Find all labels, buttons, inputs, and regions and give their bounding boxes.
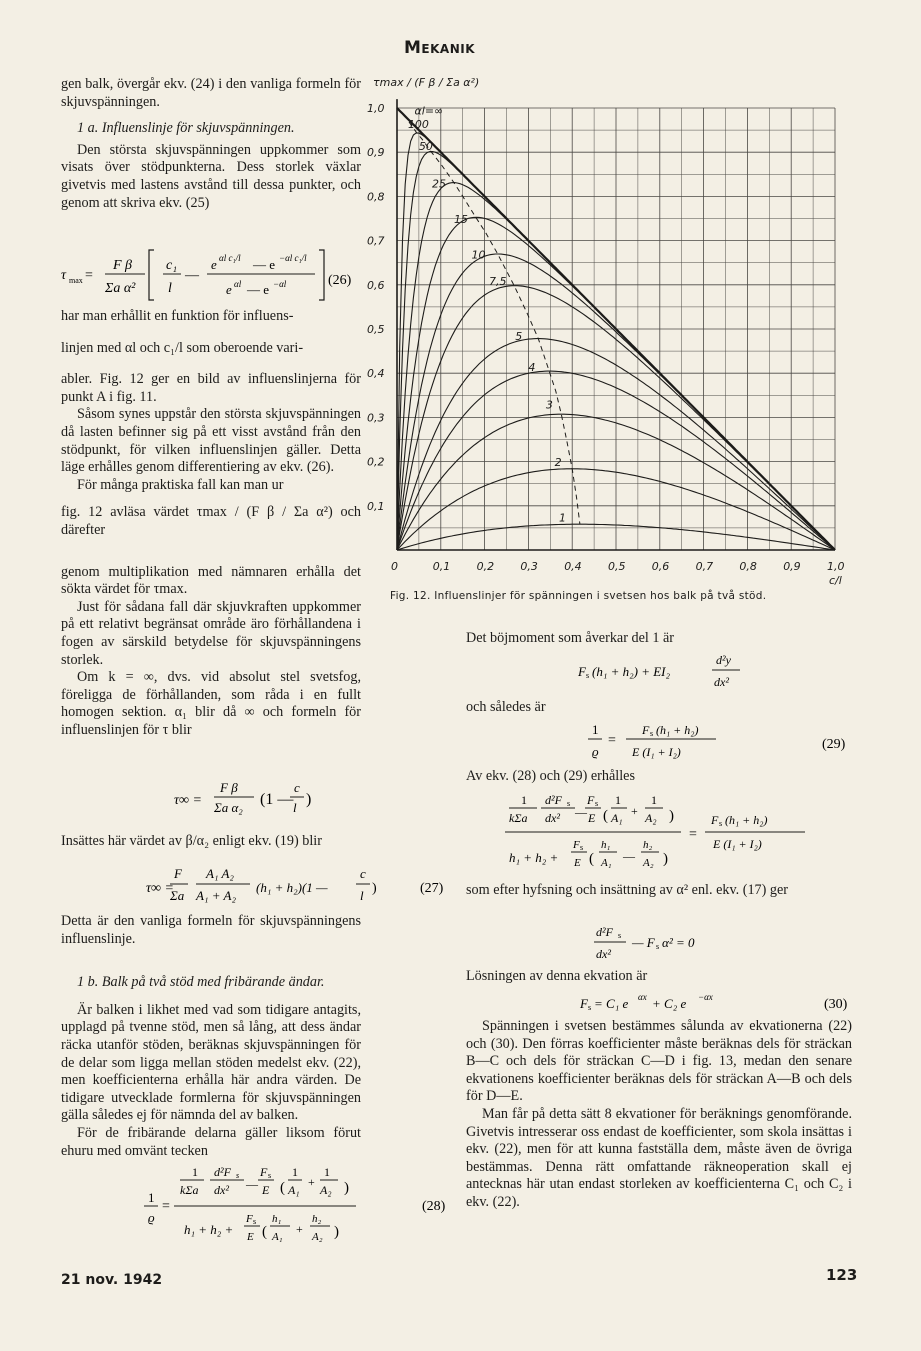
svg-text:): ) xyxy=(663,851,668,867)
paragraph: Spänningen i svetsen bestämmes sålunda av ekvationerna (22) och (30). Den förras koefficienter måste beräknas dels för sträckan B—C och dels för sträckan C—D i fig. 13, medan den senare ekvationens koefficienter beräknas dels för sträckan A—B och dels för D—E. xyxy=(466,1018,852,1105)
svg-text:A₁: A₁ xyxy=(601,857,612,869)
svg-text:e: e xyxy=(211,257,217,272)
series-label: αl=∞ xyxy=(414,104,444,118)
equation-number: (28) xyxy=(422,1199,446,1214)
svg-text:τ∞ =: τ∞ = xyxy=(146,881,174,896)
svg-text:s: s xyxy=(588,1003,592,1012)
footer-date: 21 nov. 1942 xyxy=(61,1272,163,1288)
svg-text:1: 1 xyxy=(651,793,657,807)
svg-text:+: + xyxy=(631,804,638,818)
paragraph: gen balk, övergår ekv. (24) i den vanliga formeln för skjuvspänningen. xyxy=(61,76,361,110)
svg-text:F: F xyxy=(587,793,595,807)
x-tick-label: 0,8 xyxy=(739,560,757,573)
svg-text:c₁: c₁ xyxy=(166,258,178,273)
svg-text:F: F xyxy=(260,1165,268,1179)
svg-text:E: E xyxy=(588,811,596,825)
svg-text:h₁: h₁ xyxy=(272,1213,282,1225)
svg-text:s: s xyxy=(650,729,654,738)
svg-text:): ) xyxy=(669,808,674,824)
series-label: 2 xyxy=(554,456,562,470)
paragraph: Man får på detta sätt 8 ekvationer för beräknings genomförande. Givetvis intresserar oss endast de koefficienter, som skola insättas i ekv. (22), men för att kunna fastställa dem, måste även de övriga bestämmas. Denna rätt omfattande räkneoperation skall ej antecknas här utan endast storleken av koefficienterna C₁ och C₂ i ekv. (22). xyxy=(466,1105,852,1210)
left-column-3 xyxy=(61,913,361,1160)
svg-text:F: F xyxy=(573,839,580,851)
svg-text:−αl: −αl xyxy=(273,279,287,289)
paragraph: Insättes här värdet av β/α₂ enligt ekv. (19) blir xyxy=(61,833,322,849)
paragraph: Såsom synes uppstår den största skjuvspänningen då lasten befinner sig på ett visst avstånd från den stödpunkt, för vilken influenslinjen gäller. Detta läge erhålles genom differentiering av ekv. (26). xyxy=(61,406,361,476)
equation-moment-graphic xyxy=(578,650,778,690)
svg-text:l: l xyxy=(168,281,172,296)
equation-combined xyxy=(505,788,825,885)
svg-text:): ) xyxy=(306,791,312,808)
paragraph: Är balken i likhet med vad som tidigare antagits, upplagd på tvenne stöd, men så lång, att dess ändar räcka utanför stöden, beräknas skjuvspänningen för de delar som ligga mellan stöden medelst ekv. (22), men koefficienterna erhålla här andra värden. De tidigare utvecklade formlerna för skjuvspänningen gälla således ej för nämnda del av balken. xyxy=(61,1001,361,1124)
svg-text:—: — xyxy=(246,1177,258,1191)
series-label: 1 xyxy=(559,511,567,525)
insert-line xyxy=(61,833,361,851)
svg-text:E: E xyxy=(574,857,581,869)
equation-number: (27) xyxy=(420,881,444,896)
svg-text:=: = xyxy=(85,268,93,283)
svg-text:s: s xyxy=(268,1171,272,1180)
equation-27 xyxy=(140,862,444,917)
svg-text:h₁ + h₂ +: h₁ + h₂ + xyxy=(509,850,559,865)
x-tick-label: 0,3 xyxy=(520,560,538,573)
svg-text:F: F xyxy=(246,1213,253,1225)
svg-text:E: E xyxy=(247,1231,254,1243)
paragraph: Detta är den vanliga formeln för skjuvspänningens influenslinje. xyxy=(61,913,361,947)
equation-28-graphic xyxy=(140,1160,450,1250)
paragraph: som efter hyfsning och insättning av α² enl. ekv. (17) ger xyxy=(466,882,789,898)
right-column-4 xyxy=(466,882,852,900)
x-tick-label: 0,7 xyxy=(695,560,714,573)
paragraph: Just för sådana fall där skjuvkraften uppkommer på ett relativt begränsat område äro förhållandena i fogen av särskild betydelse för skjuvspänningens storlek. xyxy=(61,598,361,668)
x-tick-label: 0,9 xyxy=(783,560,801,573)
right-column-2 xyxy=(466,699,852,717)
paragraph: Lösningen av denna ekvation är xyxy=(466,968,648,984)
svg-text:(: ( xyxy=(603,808,608,824)
y-axis-label: τmax / (F β / Σa α²) xyxy=(373,76,480,89)
svg-text:1: 1 xyxy=(192,1165,198,1179)
svg-text:s: s xyxy=(719,819,723,828)
svg-text:ϱ: ϱ xyxy=(592,744,599,759)
x-tick-label: 0,2 xyxy=(476,560,495,573)
svg-text:F: F xyxy=(580,996,588,1011)
paragraph: Om k = ∞, dvs. vid absolut stel svetsfog, föreligga de förhållanden, som råda i en fullt homogen sektion. α₁ blir då ∞ och formeln för influenslinjen för τ blir xyxy=(61,669,361,738)
y-tick-label: 0,9 xyxy=(367,146,385,160)
svg-text:l: l xyxy=(293,800,297,815)
series-label: 5 xyxy=(515,330,523,344)
svg-text:F: F xyxy=(642,723,650,737)
equation-tau-inf-graphic xyxy=(170,774,340,820)
svg-text:−αl c₁/l: −αl c₁/l xyxy=(279,253,307,263)
y-tick-label: 0,8 xyxy=(367,190,385,204)
left-column-2 xyxy=(61,308,361,739)
svg-text:1: 1 xyxy=(324,1165,330,1179)
svg-text:d²F: d²F xyxy=(596,925,613,939)
paragraph: och således är xyxy=(466,699,546,715)
svg-text:s: s xyxy=(618,931,622,940)
svg-text:dx²: dx² xyxy=(545,811,560,825)
series-label: 15 xyxy=(453,212,468,226)
svg-text:1: 1 xyxy=(615,793,621,807)
paragraph: För många praktiska fall kan man ur xyxy=(77,476,284,493)
section-heading: 1 b. Balk på två stöd med fribärande ändar. xyxy=(77,974,325,991)
svg-text:=: = xyxy=(689,827,697,842)
svg-text:—: — xyxy=(623,849,635,863)
x-tick-label: 1,0 xyxy=(827,560,845,573)
series-label: 3 xyxy=(545,398,553,412)
svg-text:(: ( xyxy=(262,1224,267,1240)
svg-text:l: l xyxy=(360,888,364,903)
svg-text:kΣa: kΣa xyxy=(180,1183,199,1197)
y-tick-label: 0,2 xyxy=(367,455,385,469)
svg-text:1: 1 xyxy=(148,1190,155,1205)
svg-text:A₁: A₁ xyxy=(272,1231,283,1243)
y-tick-label: 0,7 xyxy=(367,234,385,248)
y-tick-label: 0,4 xyxy=(367,367,385,381)
svg-text:A₂: A₂ xyxy=(645,811,657,825)
svg-text:A₁: A₁ xyxy=(288,1183,300,1197)
equation-28 xyxy=(140,1160,450,1255)
svg-text:s: s xyxy=(580,843,584,852)
x-tick-label: 0 xyxy=(391,560,398,573)
x-tick-label: 0,5 xyxy=(608,560,626,573)
svg-text:(h₁ + h₂): (h₁ + h₂) xyxy=(656,723,699,737)
paragraph: Av ekv. (28) och (29) erhålles xyxy=(466,768,636,784)
x-tick-label: 0,1 xyxy=(432,560,451,573)
svg-text:dx²: dx² xyxy=(214,1183,229,1197)
svg-text:A₂: A₂ xyxy=(320,1183,332,1197)
right-column xyxy=(466,630,852,648)
equation-diff xyxy=(592,920,772,969)
equation-30-graphic xyxy=(580,988,860,1018)
svg-text:h₁ + h₂ +: h₁ + h₂ + xyxy=(184,1222,234,1237)
paragraph: fig. 12 avläsa värdet τmax / (F β / Σa α²) och därefter xyxy=(61,504,361,538)
series-label: 10 xyxy=(471,248,486,262)
right-column-5 xyxy=(466,968,852,986)
series-label: 50 xyxy=(418,139,433,153)
section-heading: 1 a. Influenslinje för skjuvspänningen. xyxy=(77,120,295,137)
svg-text:e: e xyxy=(226,282,232,297)
svg-text:(1 —: (1 — xyxy=(260,791,294,808)
svg-text:s: s xyxy=(586,671,590,680)
paragraph: abler. Fig. 12 ger en bild av influenslinjerna för punkt A i fig. 11. xyxy=(61,371,361,405)
y-tick-label: 0,6 xyxy=(367,278,385,292)
svg-text:A₁ A₂: A₁ A₂ xyxy=(206,866,234,881)
left-column xyxy=(61,76,361,212)
y-tick-label: 0,3 xyxy=(367,411,385,425)
series-label: 4 xyxy=(528,360,536,374)
svg-text:1: 1 xyxy=(521,793,527,807)
svg-text:c: c xyxy=(294,780,300,795)
equation-27-graphic xyxy=(140,862,444,912)
paragraph: har man erhållit en funktion för influens- xyxy=(61,308,294,324)
series-label: 100 xyxy=(407,117,429,131)
x-tick-label: 0,4 xyxy=(564,560,582,573)
svg-text:=: = xyxy=(162,1199,170,1214)
equation-diff-graphic xyxy=(592,920,772,964)
paragraph: linjen med αl och c₁/l som oberoende vari- xyxy=(61,339,304,356)
svg-text:E (I₁ + I₂): E (I₁ + I₂) xyxy=(632,745,681,759)
svg-text:α² = 0: α² = 0 xyxy=(662,935,695,950)
svg-text:αl c₁/l: αl c₁/l xyxy=(219,253,241,263)
x-tick-label: 0,6 xyxy=(651,560,670,573)
svg-text:kΣa: kΣa xyxy=(509,811,528,825)
svg-text:F: F xyxy=(174,866,182,881)
svg-text:τ∞ =: τ∞ = xyxy=(174,793,202,808)
svg-text:+ C₂ e: + C₂ e xyxy=(652,996,687,1011)
page-number: 123 xyxy=(826,1266,858,1284)
equation-26-graphic xyxy=(61,244,361,304)
svg-text:— e: — e xyxy=(247,282,270,297)
svg-text:s: s xyxy=(656,942,660,951)
svg-text:E (I₁ + I₂): E (I₁ + I₂) xyxy=(713,837,762,851)
svg-text:): ) xyxy=(372,881,377,896)
page-title: Mekanik xyxy=(404,38,476,58)
equation-tau-inf xyxy=(170,774,340,825)
svg-text:s: s xyxy=(595,799,599,808)
svg-text:(h₁ + h₂) + EI₂: (h₁ + h₂) + EI₂ xyxy=(592,664,671,679)
svg-text:A₂: A₂ xyxy=(643,857,654,869)
right-column-3 xyxy=(466,768,852,786)
influence-line-chart xyxy=(365,68,860,588)
x-axis-label: c/l xyxy=(829,574,842,587)
svg-text:ϱ: ϱ xyxy=(148,1210,155,1225)
svg-text:): ) xyxy=(344,1180,349,1196)
svg-text:F: F xyxy=(711,813,719,827)
svg-text:dx²: dx² xyxy=(714,675,729,689)
svg-text:h₂: h₂ xyxy=(312,1213,322,1225)
svg-text:d²F: d²F xyxy=(214,1165,231,1179)
right-column-6 xyxy=(466,1018,852,1212)
svg-text:−αx: −αx xyxy=(698,992,713,1002)
equation-29-graphic xyxy=(580,716,860,766)
svg-text:αx: αx xyxy=(638,992,647,1002)
svg-text:A₁: A₁ xyxy=(611,811,623,825)
paragraph: För de fribärande delarna gäller liksom förut ehuru med omvänt tecken xyxy=(61,1124,361,1159)
equation-number: (30) xyxy=(824,997,848,1012)
svg-text:— e: — e xyxy=(253,257,276,272)
equation-moment xyxy=(578,650,778,695)
svg-text:(h₁ + h₂): (h₁ + h₂) xyxy=(725,813,768,827)
svg-text:(: ( xyxy=(589,851,594,867)
svg-text:1: 1 xyxy=(592,722,599,737)
equation-combined-graphic xyxy=(505,788,825,880)
svg-text:dx²: dx² xyxy=(596,947,611,961)
svg-text:Σa α₂: Σa α₂ xyxy=(214,800,243,815)
svg-text:h₁: h₁ xyxy=(601,839,611,851)
y-tick-label: 0,5 xyxy=(367,323,385,336)
svg-text:—: — xyxy=(575,805,587,819)
svg-text:c: c xyxy=(360,866,366,881)
svg-text:A₂: A₂ xyxy=(312,1231,323,1243)
svg-text:): ) xyxy=(334,1224,339,1240)
equation-number: (26) xyxy=(328,273,352,288)
svg-text:1: 1 xyxy=(292,1165,298,1179)
svg-text:+: + xyxy=(308,1175,315,1189)
svg-text:— F: — F xyxy=(632,935,655,950)
equation-number: (29) xyxy=(822,737,846,752)
equation-29 xyxy=(580,716,860,771)
paragraph: Den största skjuvspänningen uppkommer som visats över stödpunkterna. Dess storlek växlar givetvis med lastens avstånd till dessa punkter, och genom att skriva ekv. (25) xyxy=(61,141,361,211)
svg-text:s: s xyxy=(253,1217,257,1226)
svg-text:F β: F β xyxy=(113,258,133,273)
svg-text:s: s xyxy=(236,1171,240,1180)
svg-text:A₁ + A₂: A₁ + A₂ xyxy=(196,888,236,903)
svg-text:Σa α²: Σa α² xyxy=(105,281,136,296)
svg-text:h₂: h₂ xyxy=(643,839,653,851)
svg-text:+: + xyxy=(296,1222,303,1236)
svg-text:max: max xyxy=(69,276,83,285)
y-tick-label: 1,0 xyxy=(367,102,385,115)
svg-text:—: — xyxy=(185,268,199,283)
figure-caption: Fig. 12. Influenslinjer för spänningen i svetsen hos balk på två stöd. xyxy=(390,590,767,602)
svg-text:F: F xyxy=(578,664,586,679)
svg-text:Σa: Σa xyxy=(170,888,185,903)
series-label: 25 xyxy=(432,177,447,191)
svg-text:= C₁ e: = C₁ e xyxy=(594,996,629,1011)
svg-text:(: ( xyxy=(280,1180,285,1196)
svg-text:τ: τ xyxy=(61,268,67,283)
svg-text:αl: αl xyxy=(234,279,242,289)
svg-text:(h₁ + h₂)(1 —: (h₁ + h₂)(1 — xyxy=(256,880,328,895)
svg-text:s: s xyxy=(567,799,571,808)
equation-26 xyxy=(61,244,361,304)
svg-text:=: = xyxy=(608,733,616,748)
svg-text:E: E xyxy=(262,1183,270,1197)
y-tick-label: 0,1 xyxy=(367,499,385,513)
svg-text:F β: F β xyxy=(220,780,238,795)
paragraph: genom multiplikation med nämnaren erhålla det sökta värdet för τmax. xyxy=(61,563,361,598)
svg-text:d²F: d²F xyxy=(545,793,562,807)
paragraph: Det böjmoment som åverkar del 1 är xyxy=(466,630,675,646)
series-label: 7,5 xyxy=(488,274,507,288)
svg-text:d²y: d²y xyxy=(716,653,731,667)
